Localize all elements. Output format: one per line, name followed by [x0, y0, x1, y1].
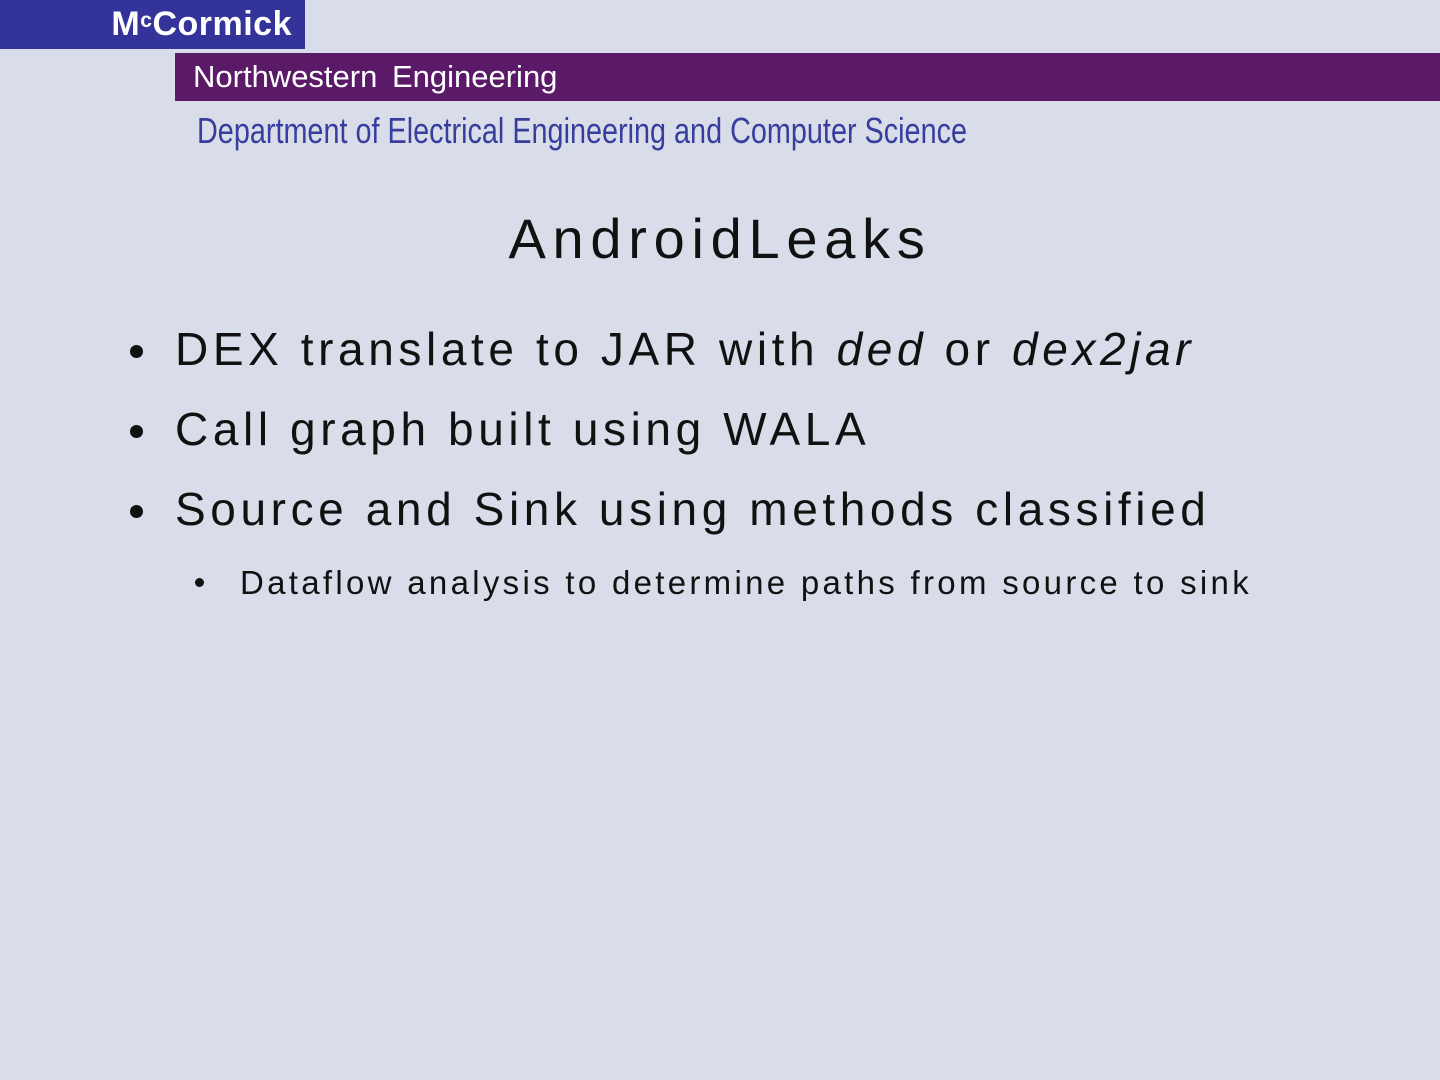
bullet-list [120, 322, 1400, 602]
logo-rest: Cormick [152, 5, 292, 43]
bullet-text: DEX translate to JAR with ded or dex2jar [175, 323, 1196, 375]
bullet-item-dex [120, 322, 1400, 377]
sub-bullet-item-dataflow [120, 563, 1400, 603]
bullet-item-source-sink [120, 482, 1400, 537]
northwestern-banner [175, 53, 1440, 101]
bullet-dot-icon [130, 505, 143, 518]
bullet-dot-icon [130, 425, 143, 438]
bullet-text: Call graph built using WALA [175, 403, 871, 456]
mccormick-logo [0, 0, 305, 49]
sub-bullet-text: Dataflow analysis to determine paths from source to sink [240, 563, 1253, 601]
bullet-text: Source and Sink using methods classified [175, 483, 1211, 536]
slide-title: AndroidLeaks [508, 207, 932, 270]
bullet-item-callgraph [120, 402, 1400, 457]
department-line: Department of Electrical Engineering and Computer Science [197, 110, 968, 151]
mccormick-logo-text [111, 5, 292, 43]
logo-superscript-c: c [140, 9, 153, 32]
banner-text: Northwestern Engineering [193, 59, 558, 94]
bullet-dot-icon [130, 345, 143, 358]
sub-bullet-dot-icon [195, 578, 204, 587]
logo-letter-m: M [111, 5, 141, 43]
